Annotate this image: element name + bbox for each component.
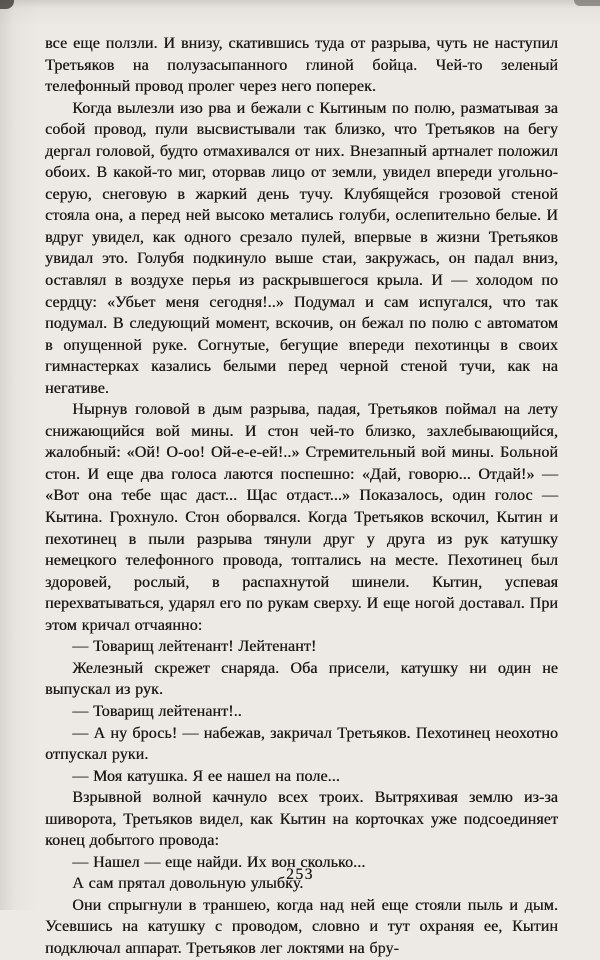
dialogue-paragraph: — Товарищ лейтенант!.. <box>72 702 242 720</box>
dialogue-paragraph: — Нашел — еще найди. Их вон сколько... <box>72 853 366 871</box>
page-text <box>45 33 558 960</box>
dialogue-paragraph: — Товарищ лейтенант! Лейтенант! <box>72 638 317 656</box>
paragraph: Взрывной волной качнуло всех троих. Вытряхивая землю из-за шиворота, Третьяков видел, как Кытин на корточках уже подсоединяет конец добытого провода: <box>45 789 558 850</box>
paragraph: все еще ползли. И внизу, скатившись туда от разрыва, чуть не наступил Третьяков на полузасыпанного глиной бойца. Чей-то зеленый телефонный провод пролег через него поперек. <box>45 35 558 96</box>
scan-artifact-top-left <box>0 0 14 9</box>
paragraph: Когда вылезли изо рва и бежали с Кытиным по полю, разматывая за собой провод, пули высвистывали так близко, что Третьяков на бегу дергал головой, будто отмахивался от них. Внезапный артналет положил обоих. В какой-то миг, оторвав лицо от земли, увидел впереди угольно-серую, снеговую в жаркий день тучу. Клубящейся грозовой стеной стояла она, а перед ней высоко метались голуби, ослепительно белые. И вдруг увидел, как одного срезало пулей, впервые в жизни Третьяков увидал это. Голубя подкинуло выше стаи, закружась, он падал вниз, оставлял в воздухе перья из раскрывшегося крыла. И — холодом по сердцу: «Убьет меня сегодня!..» Подумал и сам испугался, что так подумал. В следующий момент, вскочив, он бежал по полю с автоматом в опущенной руке. Согнутые, бегущие впереди пехотинцы в своих гимнастерках казались белыми перед черной стеной тучи, как на негативе. <box>45 99 558 397</box>
page-number: 253 <box>286 866 314 883</box>
paragraph: Они спрыгнули в траншею, когда над ней еще стояли пыль и дым. Усевшись на катушку с проводом, словно и тут охраняя ее, Кытин подключал аппарат. Третьяков лег локтями на бру- <box>45 896 558 957</box>
paragraph: А сам прятал довольную улыбку. <box>72 875 304 893</box>
dialogue-paragraph: — Моя катушка. Я ее нашел на поле... <box>72 767 340 785</box>
dialogue-paragraph: — А ну брось! — набежав, закричал Третьяков. Пехотинец неохотно отпускал руки. <box>45 724 558 764</box>
paragraph: Нырнув головой в дым разрыва, падая, Третьяков поймал на лету снижающийся вой мины. И стон чей-то близко, захлебывающийся, жалобный: «Ой! О-оо! Ой-е-е-ей!..» Стремительный вой мины. Больной стон. И еще два голоса лаются поспешно: «Дай, говорю... Отдай!» — «Вот она тебе щас даст... Щас отдаст...» Показалось, один голос — Кытина. Грохнуло. Стон оборвался. Когда Третьяков вскочил, Кытин и пехотинец в пыли разрыва тянули друг у друга из рук катушку немецкого телефонного провода, топтались на месте. Пехотинец был здоровей, рослый, в распахнутой шинели. Кытин, успевая перехватываться, ударял его по рукам сверху. И еще ногой доставал. При этом кричал отчаянно: <box>45 401 558 634</box>
paragraph: Железный скрежет снаряда. Оба присели, катушку ни один не выпускал из рук. <box>45 659 558 699</box>
scan-artifact-top-right <box>574 0 600 6</box>
